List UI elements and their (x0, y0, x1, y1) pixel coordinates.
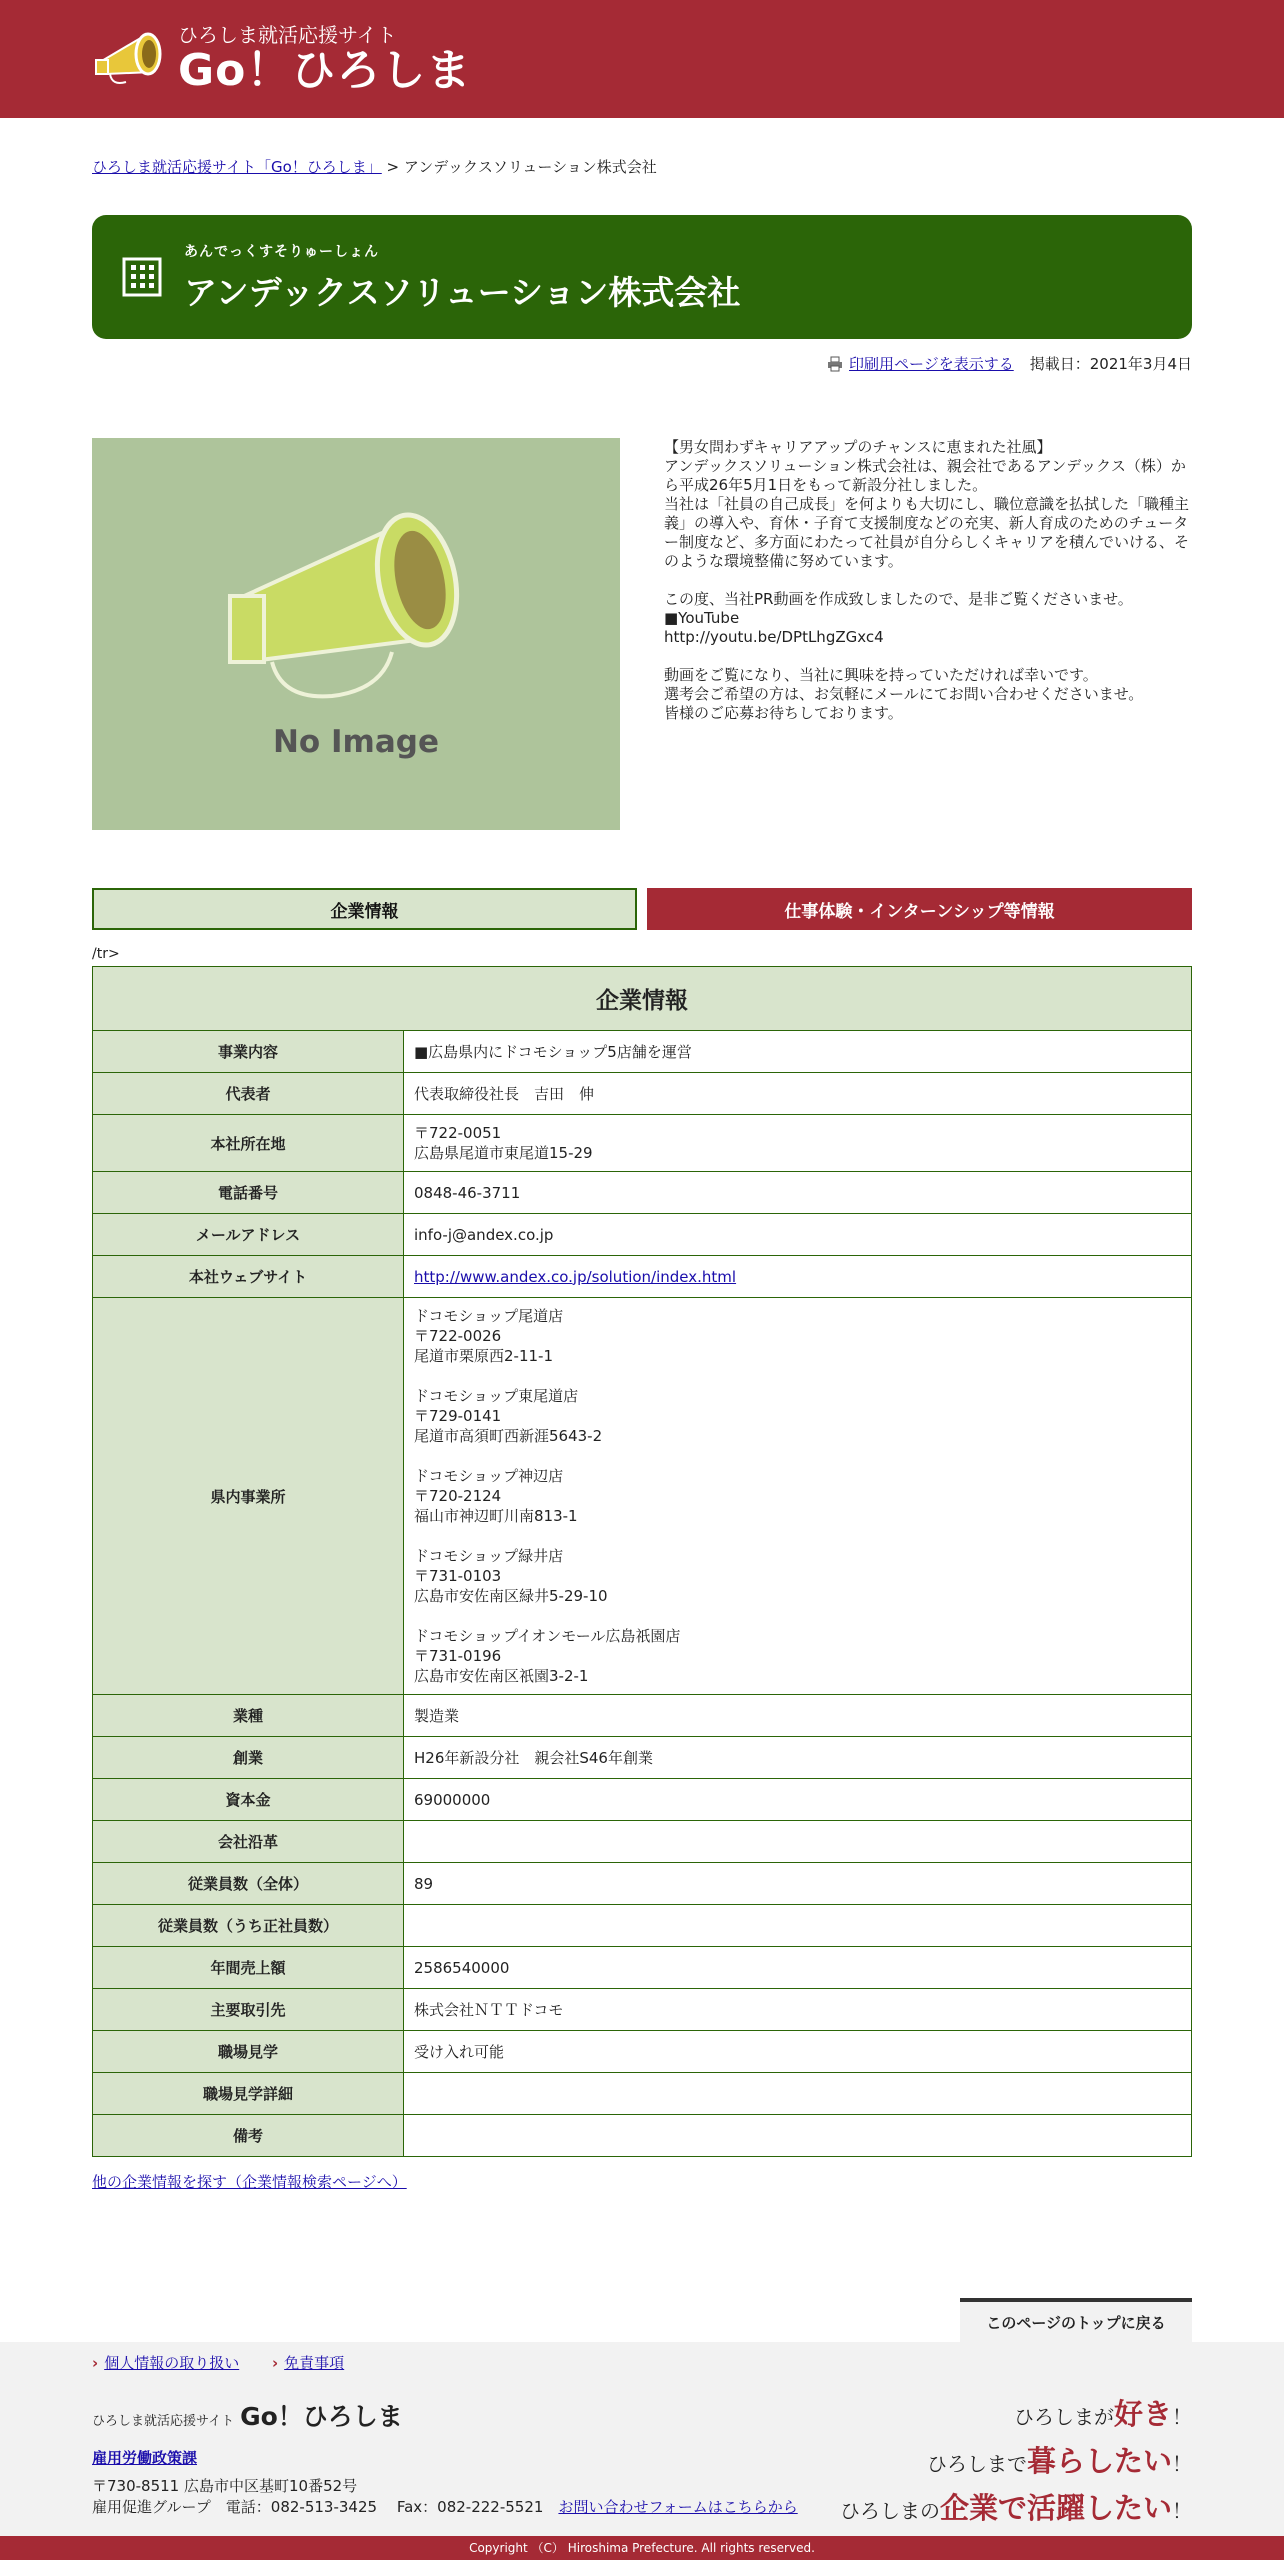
row-value: 0848-46-3711 (404, 1172, 1192, 1214)
row-label: 資本金 (93, 1779, 404, 1821)
megaphone-icon (92, 438, 620, 830)
row-label: 代表者 (93, 1073, 404, 1115)
tab-company-info[interactable]: 企業情報 (92, 888, 637, 930)
table-row (93, 1863, 1192, 1905)
row-value: 受け入れ可能 (404, 2031, 1192, 2073)
table-row (93, 1115, 1192, 1172)
megaphone-logo-icon[interactable] (92, 28, 168, 90)
row-value: 〒722-0051 広島県尾道市東尾道15-29 (404, 1115, 1192, 1172)
tab-internship-info[interactable]: 仕事体験・インターンシップ等情報 (647, 888, 1192, 930)
footer-logo-title: Go！ひろしま (240, 2402, 403, 2431)
print-page-link[interactable]: 印刷用ページを表示する (849, 355, 1014, 373)
building-icon (122, 257, 162, 297)
row-value (404, 1905, 1192, 1947)
row-value: info-j@andex.co.jp (404, 1214, 1192, 1256)
slogan-1: ひろしまが好き！ (1013, 2397, 1192, 2431)
printer-icon (827, 356, 843, 372)
table-row (93, 1779, 1192, 1821)
table-row (93, 2073, 1192, 2115)
back-to-top-button[interactable]: このページのトップに戻る (960, 2298, 1192, 2342)
page-title: アンデックスソリューション株式会社 (184, 272, 741, 312)
row-value: 製造業 (404, 1695, 1192, 1737)
site-header (0, 0, 1284, 118)
table-heading: 企業情報 (93, 967, 1192, 1031)
company-info-table (92, 966, 1192, 2157)
row-value (404, 2073, 1192, 2115)
meta-row (92, 353, 1192, 374)
row-label: 本社所在地 (93, 1115, 404, 1172)
no-image-text: No Image (272, 724, 439, 760)
breadcrumb (92, 156, 1192, 177)
row-label: 電話番号 (93, 1172, 404, 1214)
footer-slogans (840, 2392, 1192, 2533)
table-row (93, 1989, 1192, 2031)
row-value: 2586540000 (404, 1947, 1192, 1989)
row-label: 職場見学 (93, 2031, 404, 2073)
main-content (92, 156, 1192, 2342)
company-pr-text: 【男女問わずキャリアアップのチャンスに恵まれた社風】 アンデックスソリューション株式会社は、親会社であるアンデックス（株）から平成26年5月1日をもって新設分社しました。 当社は「社員の自己成長」を何よりも大切にし、職位意識を払拭した「職種主義」の導入や、育休・子育て支援制度などの充実、新人育成のためのチューター制度など、多方面にわたって社員が自分らしくキャリアを積んでいける、そのような環境整備に努めています。 この度、当社PR動画を作成致しましたので、是非ご覧くださいませ。 ■YouTube http://youtu.be/DPtLhgZGxc4 動画をご覧になり、当社に興味を持っていただければ幸いです。 選考会ご希望の方は、お気軽にメールにてお問い合わせくださいませ。 皆様のご応募お待ちしております。 (664, 438, 1190, 722)
privacy-link[interactable]: 個人情報の取り扱い (104, 2354, 240, 2372)
other-companies-link-wrap (92, 2171, 1192, 2192)
breadcrumb-home-link[interactable]: ひろしま就活応援サイト「Go！ひろしま」 (92, 158, 382, 176)
table-row (93, 1073, 1192, 1115)
row-label: 主要取引先 (93, 1989, 404, 2031)
company-name-ruby: あんでっくすそりゅーしょん (184, 243, 379, 260)
row-value: 69000000 (404, 1779, 1192, 1821)
row-value: H26年新設分社 親会社S46年創業 (404, 1737, 1192, 1779)
info-tabs (92, 888, 1192, 930)
table-row (93, 1905, 1192, 1947)
logo-title: Go！ひろしま (178, 44, 472, 96)
logo-subtitle: ひろしま就活応援サイト (178, 22, 397, 47)
row-value: 株式会社ＮＴＴドコモ (404, 1989, 1192, 2031)
row-label: 創業 (93, 1737, 404, 1779)
breadcrumb-current: アンデックスソリューション株式会社 (403, 158, 657, 176)
address-text: 〒730-8511 広島市中区基町10番52号 (92, 2477, 358, 2495)
row-label: メールアドレス (93, 1214, 404, 1256)
disclaimer-link[interactable]: 免責事項 (284, 2354, 345, 2372)
table-row (93, 1031, 1192, 1073)
table-row (93, 1947, 1192, 1989)
department-link[interactable]: 雇用労働政策課 (92, 2449, 198, 2467)
site-footer (0, 2342, 1284, 2536)
row-label: 従業員数（うち正社員数） (93, 1905, 404, 1947)
copyright: Copyright （C） Hiroshima Prefecture. All rights reserved. (0, 2536, 1284, 2560)
slogan-3: ひろしまの企業で活躍したい！ (839, 2491, 1192, 2525)
table-row (93, 2115, 1192, 2157)
row-value: 代表取締役社長 吉田 伸 (404, 1073, 1192, 1115)
breadcrumb-separator: > (386, 158, 400, 176)
row-value: 89 (404, 1863, 1192, 1905)
row-value: ドコモショップ尾道店 〒722-0026 尾道市栗原西2-11-1 ドコモショップ東尾道店 〒729-0141 尾道市高須町西新涯5643-2 ドコモショップ神辺店 〒720-2124 福山市神辺町川南813-1 ドコモショップ緑井店 〒731-0103 広島市安佐南区緑井5-29-10 ドコモショップイオンモール広島祇園店 〒731-0196 広島市安佐南区祇園3-2-1 (404, 1298, 1192, 1695)
slogan-2: ひろしまで暮らしたい！ (926, 2444, 1192, 2478)
no-image-placeholder (92, 438, 620, 830)
table-row (93, 2031, 1192, 2073)
table-row (93, 1821, 1192, 1863)
company-info-rows (93, 1031, 1192, 2157)
intro-section (92, 438, 1192, 830)
table-row (93, 1298, 1192, 1695)
table-row (93, 1256, 1192, 1298)
row-value (404, 1256, 1192, 1298)
row-label: 年間売上額 (93, 1947, 404, 1989)
row-label: 県内事業所 (93, 1298, 404, 1695)
other-companies-link[interactable]: 他の企業情報を探す（企業情報検索ページへ） (92, 2173, 407, 2191)
footer-links (92, 2342, 1192, 2373)
row-label: 業種 (93, 1695, 404, 1737)
footer-logo-subtitle: ひろしま就活応援サイト (92, 2414, 235, 2429)
chevron-right-icon: › (92, 2354, 99, 2372)
stray-markup-text: /tr> (92, 946, 120, 962)
site-logo[interactable] (178, 23, 471, 95)
row-label: 事業内容 (93, 1031, 404, 1073)
row-label: 従業員数（全体） (93, 1863, 404, 1905)
table-row (93, 1172, 1192, 1214)
contact-phone-fax: 雇用促進グループ 電話：082-513-3425 Fax：082-222-5521 (92, 2498, 544, 2516)
row-label: 本社ウェブサイト (93, 1256, 404, 1298)
chevron-right-icon: › (271, 2354, 279, 2372)
table-row (93, 1214, 1192, 1256)
row-label: 職場見学詳細 (93, 2073, 404, 2115)
company-title-box (92, 215, 1192, 339)
table-row (93, 1737, 1192, 1779)
website-link[interactable]: http://www.andex.co.jp/solution/index.html (414, 1267, 737, 1286)
contact-form-link[interactable]: お問い合わせフォームはこちらから (558, 2498, 798, 2516)
row-label: 会社沿革 (93, 1821, 404, 1863)
row-value (404, 2115, 1192, 2157)
publish-date: 掲載日：2021年3月4日 (1029, 355, 1192, 373)
table-row (93, 1695, 1192, 1737)
row-value: ■広島県内にドコモショップ5店舗を運営 (404, 1031, 1192, 1073)
row-value (404, 1821, 1192, 1863)
row-label: 備考 (93, 2115, 404, 2157)
